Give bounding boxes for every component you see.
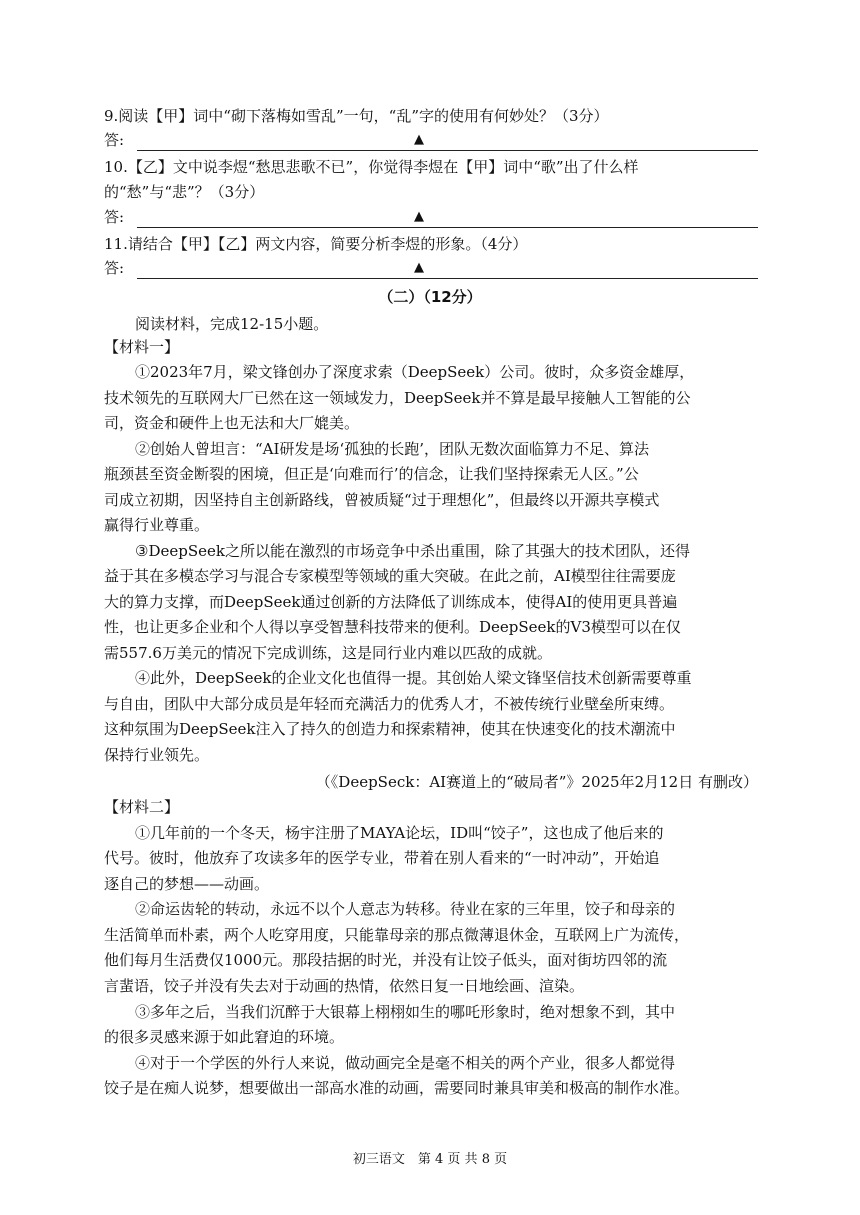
paragraph-line: 他们每月生活费仅1000元。那段拮据的时光，并没有让饺子低头，面对街坊四邻的流: [104, 951, 668, 969]
paragraph-line: ②命运齿轮的转动，永远不以个人意志为转移。待业在家的三年里，饺子和母亲的: [135, 900, 676, 918]
material-1-source: （《DeepSeck：AI赛道上的“破局者”》2025年2月12日 有删改）: [315, 773, 758, 791]
paragraph-line: 大的算力支撑，而DeepSeek通过创新的方法降低了训练成本，使得AI的使用更具普遍: [104, 593, 678, 611]
paragraph-line: 性，也让更多企业和个人得以享受智慧科技带来的便利。DeepSeek的V3模型可以在仅: [104, 618, 681, 636]
paragraph-line: 需557.6万美元的情况下完成训练，这是同行业内难以匹敌的成就。: [104, 644, 552, 662]
answer-line: [137, 278, 758, 279]
answer-10[interactable]: [104, 207, 758, 229]
paragraph-line: ②创始人曾坦言：“AI研发是场‘孤独的长跑’，团队无数次面临算力不足、算法: [135, 440, 649, 458]
paragraph-line: ③DeepSeek之所以能在激烈的市场竞争中杀出重围，除了其强大的技术团队，还得: [135, 542, 690, 560]
material-2-heading: 【材料二】: [104, 798, 180, 816]
paragraph-line: 饺子是在痴人说梦，想要做出一部高水准的动画，需要同时兼具审美和极高的制作水准。: [104, 1079, 690, 1097]
paragraph-line: 与自由，团队中大部分成员是年轻而充满活力的优秀人才，不被传统行业壁垒所束缚。: [104, 695, 675, 713]
section-instruction: 阅读材料，完成12-15小题。: [135, 315, 329, 333]
paragraph-line: 益于其在多模态学习与混合专家模型等领域的重大突破。在此之前，AI模型往往需要庞: [104, 567, 676, 585]
answer-line: [137, 227, 758, 228]
paragraph-line: 保持行业领先。: [104, 746, 210, 764]
paragraph-line: 这种氛围为DeepSeek注入了持久的创造力和探索精神，使其在快速变化的技术潮流中: [104, 720, 676, 738]
paragraph-line: 言蜚语，饺子并没有失去对于动画的热情，依然日复一日地绘画、渲染。: [104, 977, 585, 995]
answer-label: 答:: [104, 131, 125, 149]
page-footer: 初三语文 第 4 页 共 8 页: [352, 1152, 508, 1167]
question-11: 11.请结合【甲】【乙】两文内容，简要分析李煜的形象。（4分）: [104, 235, 528, 253]
paragraph-line: 司成立初期，因坚持自主创新路线，曾被质疑“过于理想化”，但最终以开源共享模式: [104, 491, 660, 509]
answer-11[interactable]: [104, 258, 758, 280]
paragraph-line: ④此外，DeepSeek的企业文化也值得一提。其创始人梁文锋坚信技术创新需要尊重: [135, 669, 692, 687]
paragraph-line: 的很多灵感来源于如此窘迫的环境。: [104, 1028, 345, 1046]
answer-line: [137, 150, 758, 151]
triangle-marker-icon: ▲: [414, 132, 424, 147]
question-10-line-1: 10.【乙】文中说李煜“愁思悲歌不已”，你觉得李煜在【甲】词中“歌”出了什么样: [104, 158, 639, 176]
paragraph-line: 赢得行业尊重。: [104, 516, 210, 534]
paragraph-line: ③多年之后，当我们沉醉于大银幕上栩栩如生的哪吒形象时，绝对想象不到，其中: [135, 1003, 676, 1021]
paragraph-line: ①几年前的一个冬天，杨宇注册了MAYA论坛，ID叫“饺子”，这也成了他后来的: [135, 824, 664, 842]
paragraph-line: 逐自己的梦想——动画。: [104, 875, 270, 893]
answer-label: 答:: [104, 208, 125, 226]
answer-label: 答:: [104, 259, 125, 277]
answer-9[interactable]: [104, 130, 758, 152]
question-9: 9.阅读【甲】词中“砌下落梅如雪乱”一句，“乱”字的使用有何妙处？（3分）: [104, 107, 609, 125]
paragraph-line: 技术领先的互联网大厂已然在这一领域发力，DeepSeek并不算是最早接触人工智能的公: [104, 389, 691, 407]
paragraph-line: 生活简单而朴素，两个人吃穿用度，只能靠母亲的那点微薄退休金，互联网上广为流传，: [104, 926, 690, 944]
paragraph-line: 代号。彼时，他放弃了攻读多年的医学专业，带着在别人看来的“一时冲动”，开始追: [104, 849, 660, 867]
paragraph-line: 司，资金和硬件上也无法和大厂媲美。: [104, 414, 360, 432]
paragraph-line: ①2023年7月，梁文锋创办了深度求索（DeepSeek）公司。彼时，众多资金雄厚，: [135, 363, 695, 381]
material-1-heading: 【材料一】: [104, 338, 180, 356]
paragraph-line: ④对于一个学医的外行人来说，做动画完全是毫不相关的两个产业，很多人都觉得: [135, 1054, 676, 1072]
paragraph-line: 瓶颈甚至资金断裂的困境，但正是‘向难而行’的信念，让我们坚持探索无人区。”公: [104, 465, 639, 483]
triangle-marker-icon: ▲: [414, 260, 424, 275]
section-title: （二）（12分）: [378, 288, 482, 306]
triangle-marker-icon: ▲: [414, 209, 424, 224]
question-10-line-2: 的“愁”与“悲”？（3分）: [104, 183, 265, 201]
